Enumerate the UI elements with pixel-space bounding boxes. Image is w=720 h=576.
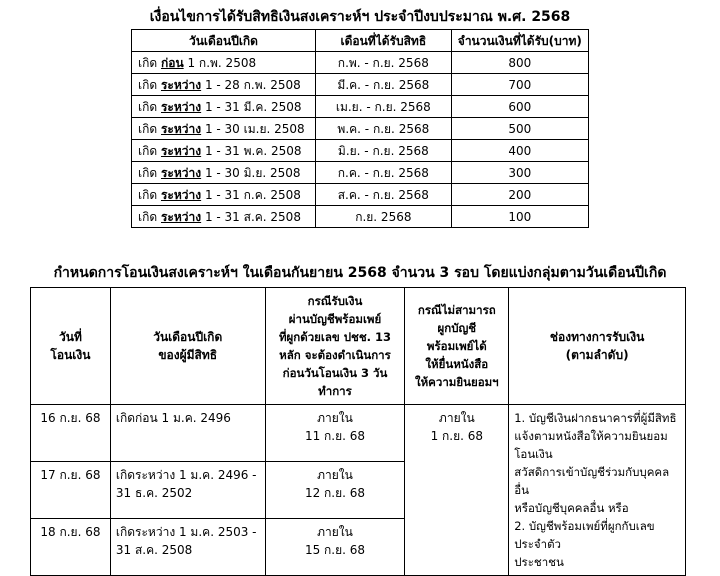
transfer-date-cell: 16 ก.ย. 68 [31,405,111,462]
birth-date: 1 - 28 ก.พ. 2508 [201,77,301,92]
eligible-months-cell: ก.พ. - ก.ย. 2568 [315,52,451,74]
birth-date-cell [132,140,316,162]
birth-prefix: เกิด [138,187,161,202]
header-line: โอนเงิน [50,348,91,362]
header-line: หลัก จะต้องดำเนินการ [279,348,391,362]
header-channels [509,288,686,405]
promptpay-deadline-cell [265,462,405,519]
birth-date-cell [132,96,316,118]
cell-line: 1 ก.ย. 68 [430,429,484,443]
eligible-months-cell: เม.ย. - ก.ย. 2568 [315,96,451,118]
table1-title: เงื่อนไขการได้รับสิทธิเงินสงเคราะห์ฯ ประจำปีงบประมาณ พ.ศ. 2568 [149,9,571,25]
cell-line: 31 ส.ค. 2508 [115,543,193,557]
eligible-months-cell: พ.ค. - ก.ย. 2568 [315,118,451,140]
birth-date: 1 - 31 ก.ค. 2508 [201,187,301,202]
amount-cell: 600 [451,96,588,118]
eligible-months-cell: มิ.ย. - ก.ย. 2568 [315,140,451,162]
birth-date: 1 ก.พ. 2508 [183,55,257,70]
birth-prefix: เกิด [138,143,161,158]
cell-line: ภายใน [317,411,353,425]
birth-date-cell [132,162,316,184]
cell-line: ภายใน [438,411,475,425]
amount-cell: 300 [451,162,588,184]
table-row [132,96,589,118]
transfer-date-cell: 18 ก.ย. 68 [31,519,111,576]
header-no-promptpay [405,288,509,405]
header-line: (ตามลำดับ) [565,348,629,362]
birth-keyword: ระหว่าง [160,209,202,224]
header-promptpay [265,288,405,405]
amount-cell: 700 [451,74,588,96]
header-line: ก่อนวันโอนเงิน 3 วันทำการ [282,366,388,398]
cell-line: 31 ธ.ค. 2502 [115,486,193,500]
cell-line: ประชาชน [514,555,564,569]
table-header-row [31,288,686,405]
transfer-date-cell: 17 ก.ย. 68 [31,462,111,519]
table-row [132,52,589,74]
birth-keyword: ระหว่าง [160,99,202,114]
promptpay-deadline-cell [265,519,405,576]
cell-line: หรือบัญชีบุคคลอื่น หรือ [514,501,629,515]
table-row [132,140,589,162]
cell-line: 15 ก.ย. 68 [304,543,366,557]
table-row [31,405,686,462]
birth-keyword: ระหว่าง [160,121,202,136]
amount-cell: 100 [451,206,588,228]
cell-line: เกิดก่อน 1 ม.ค. 2496 [115,411,231,425]
cell-line: 11 ก.ย. 68 [304,429,366,443]
table2-title: กำหนดการโอนเงินสงเคราะห์ฯ ในเดือนกันยายน 2568 จำนวน 3 รอบ โดยแบ่งกลุ่มตามวันเดือนปีเกิด [53,265,667,281]
header-line: กรณีไม่สามารถ [417,303,496,317]
header-line: ของผู้มีสิทธิ [158,348,218,362]
birth-date-cell [132,184,316,206]
amount-cell: 500 [451,118,588,140]
cell-line: 2. บัญชีพร้อมเพย์ที่ผูกกับเลขประจำตัว [514,519,655,551]
birth-date-cell [132,206,316,228]
birth-date-cell [110,405,265,462]
table-row [132,74,589,96]
promptpay-deadline-cell [265,405,405,462]
birth-prefix: เกิด [138,77,161,92]
header-line: วันที่ [59,330,82,344]
birth-date-cell [132,52,316,74]
header-line: ที่ผูกด้วยเลข ปชช. 13 [278,330,392,344]
table-row [132,118,589,140]
birth-date: 1 - 31 ส.ค. 2508 [201,209,301,224]
amount-cell: 200 [451,184,588,206]
birth-date-cell [132,74,316,96]
channels-cell [509,405,686,576]
birth-prefix: เกิด [138,99,161,114]
table-row [132,162,589,184]
header-line: ช่องทางการรับเงิน [549,330,645,344]
no-promptpay-deadline-cell [405,405,509,576]
birth-date-cell [132,118,316,140]
birth-keyword: ระหว่าง [160,165,202,180]
birth-prefix: เกิด [138,165,161,180]
birth-keyword: ระหว่าง [160,187,202,202]
eligibility-table [131,29,589,228]
header-line: ผ่านบัญชีพร้อมเพย์ [288,312,382,326]
header-birth-date: วันเดือนปีเกิด [132,30,316,52]
cell-line: 1. บัญชีเงินฝากธนาคารที่ผู้มีสิทธิ [514,411,677,425]
eligible-months-cell: ก.ย. 2568 [315,206,451,228]
eligible-months-cell: ก.ค. - ก.ย. 2568 [315,162,451,184]
birth-prefix: เกิด [138,121,161,136]
cell-line: เกิดระหว่าง 1 ม.ค. 2503 - [115,525,257,539]
birth-keyword: ก่อน [160,55,184,70]
cell-line: แจ้งตามหนังสือให้ความยินยอมโอนเงิน [514,429,668,461]
cell-line: สวัสดิการเข้าบัญชีร่วมกับบุคคลอื่น [514,465,670,497]
header-line: กรณีรับเงิน [307,294,363,308]
table-header-row [132,30,589,52]
header-birth-date [110,288,265,405]
birth-prefix: เกิด [138,209,161,224]
header-line: พร้อมเพย์ได้ [426,339,487,353]
cell-line: ภายใน [317,468,353,482]
birth-date-cell [110,462,265,519]
cell-line: 12 ก.ย. 68 [304,486,366,500]
birth-keyword: ระหว่าง [160,143,202,158]
cell-line: เกิดระหว่าง 1 ม.ค. 2496 - [115,468,257,482]
birth-date: 1 - 30 เม.ย. 2508 [201,121,305,136]
header-line: ให้ความยินยอมฯ [414,375,499,389]
birth-date: 1 - 31 พ.ค. 2508 [201,143,302,158]
cell-line: ภายใน [317,525,353,539]
header-amount: จำนวนเงินที่ได้รับ(บาท) [451,30,588,52]
eligible-months-cell: มี.ค. - ก.ย. 2568 [315,74,451,96]
birth-date: 1 - 30 มิ.ย. 2508 [201,165,301,180]
amount-cell: 400 [451,140,588,162]
birth-keyword: ระหว่าง [160,77,202,92]
eligible-months-cell: ส.ค. - ก.ย. 2568 [315,184,451,206]
birth-prefix: เกิด [138,55,161,70]
header-transfer-date [31,288,111,405]
table-row [132,184,589,206]
birth-date: 1 - 31 มี.ค. 2508 [201,99,302,114]
birth-date-cell [110,519,265,576]
transfer-schedule-table [30,287,686,576]
header-line: ให้ยื่นหนังสือ [425,357,489,371]
header-line: วันเดือนปีเกิด [153,330,223,344]
header-line: ผูกบัญชี [437,321,477,335]
header-eligible-months: เดือนที่ได้รับสิทธิ [315,30,451,52]
amount-cell: 800 [451,52,588,74]
table-row [132,206,589,228]
